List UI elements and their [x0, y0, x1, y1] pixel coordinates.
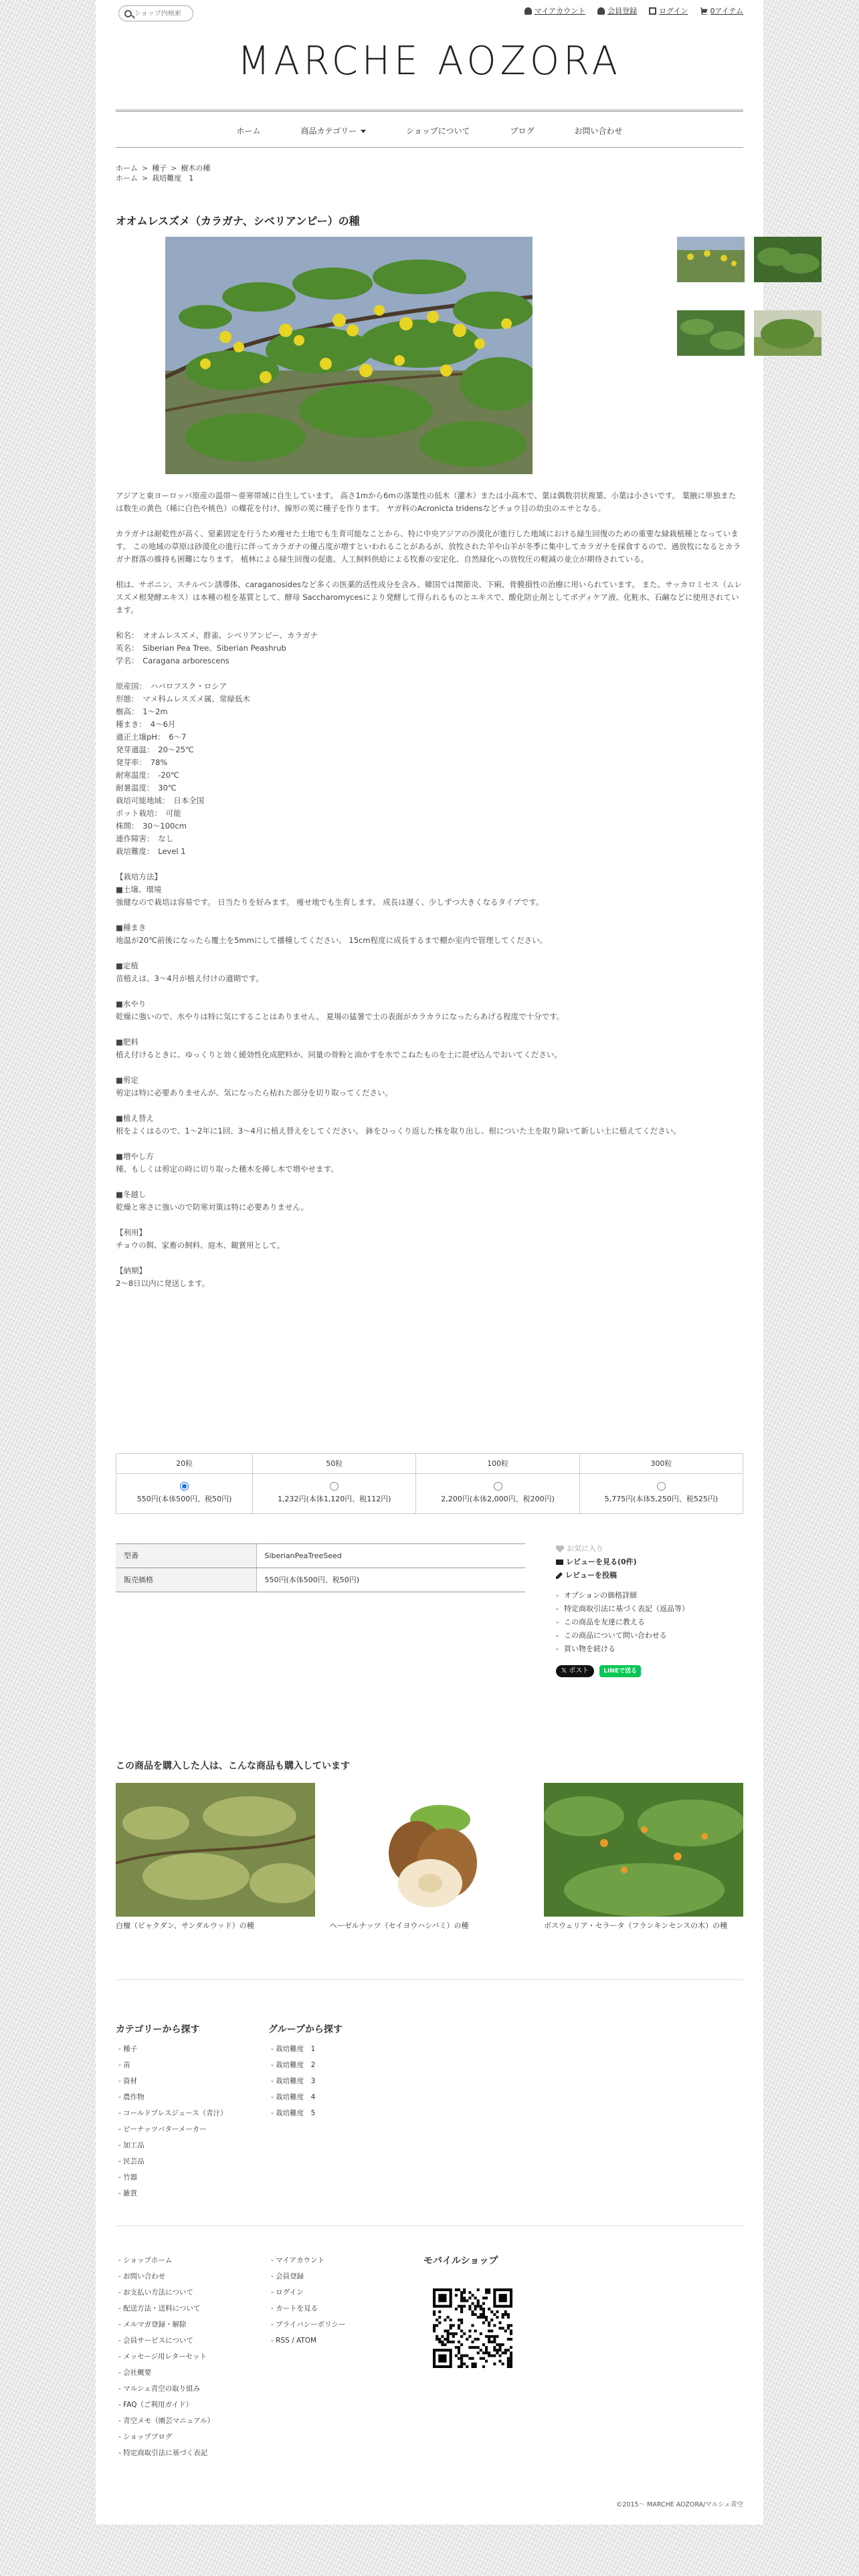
footer-links [118, 2252, 214, 2461]
option-radio[interactable] [494, 1482, 502, 1491]
option-header: 20粒 [116, 1454, 253, 1474]
category-link[interactable]: 民芸品 [123, 2157, 145, 2165]
footer-divider [116, 1979, 743, 1980]
inquiry-link[interactable]: この商品について問い合わせる [564, 1631, 667, 1640]
nav-divider-top [116, 110, 743, 112]
footer-link[interactable]: メッセージ用レターセット [123, 2353, 207, 2361]
mobile-shop-heading: モバイルショップ [423, 2256, 498, 2266]
category-link[interactable]: 竹器 [123, 2173, 138, 2181]
option-radio[interactable] [657, 1482, 666, 1491]
category-link[interactable]: ピーナッツバターメーカー [123, 2125, 207, 2133]
category-link[interactable]: 農作物 [123, 2093, 145, 2101]
footer-link[interactable]: ショップホーム [123, 2256, 173, 2264]
share-x-button[interactable]: 𝕏 ポスト [556, 1665, 594, 1677]
option-price: 2,200円(本体2,000円、税200円) [441, 1495, 555, 1504]
nav-home[interactable]: ホーム [236, 126, 261, 136]
footer-link[interactable]: カートを見る [276, 2304, 318, 2313]
nav-categories[interactable]: 商品カテゴリー [280, 112, 386, 150]
nav-contact[interactable]: お問い合わせ [574, 126, 623, 136]
product-description [116, 490, 743, 1303]
heart-icon [556, 1545, 564, 1553]
group-heading: グループから探す [268, 2024, 343, 2035]
register-link[interactable]: 会員登録 [607, 7, 638, 15]
category-heading: カテゴリーから探す [116, 2024, 200, 2035]
footer-link[interactable]: マイアカウント [276, 2256, 325, 2264]
recommend-item[interactable] [330, 1783, 529, 1931]
option-radio[interactable] [180, 1482, 189, 1491]
product-thumbnail[interactable] [677, 310, 745, 356]
footer-links [271, 2252, 346, 2349]
recommend-caption[interactable]: ヘーゼルナッツ（セイヨウハシバミ）の種 [330, 1921, 469, 1930]
description-paragraph: カラガナは耐乾性が高く、窒素固定を行うため痩せた土地でも生育可能なことから、特に中央アジアの沙漠化が進行した地域における緑生回復のための重要な緑栽植種となっています。 この地域の草原は砂漠化の進行に伴ってカラガナの優占度が増すといわれることがあるが、放牧された羊や山羊が冬季に集中してカラガナを採食するので、過放牧になるとカラガナ群落の維持も困難になります。 植林による緑生回復の促進、人工飼料供給による牧畜の安定化、自然緑化への放牧圧の軽減の並立が期待されている。 [116, 529, 741, 564]
option-price: 550円(本体500円、税50円) [136, 1495, 232, 1504]
nav-blog[interactable]: ブログ [510, 126, 535, 136]
footer-link[interactable]: 会員登録 [276, 2272, 304, 2280]
description-paragraph: ■増やし方 種、もしくは剪定の時に切り取った穂木を挿し木で増やせます。 [116, 1152, 339, 1174]
description-paragraph: ■種まき 地温が20℃前後になったら覆土を5mmにして播種してください。 15cm程度に成長するまで棚か室内で管理してください。 [116, 923, 548, 945]
legal-notice-link[interactable]: 特定商取引法に基づく表記（返品等） [564, 1604, 689, 1613]
review-view-link[interactable]: レビューを見る(0件) [556, 1555, 730, 1569]
product-thumbnail[interactable] [677, 237, 745, 282]
group-link[interactable]: 栽培難度 2 [276, 2061, 316, 2069]
group-list [271, 2041, 315, 2121]
group-link[interactable]: 栽培難度 3 [276, 2077, 316, 2085]
option-header: 100粒 [416, 1454, 579, 1474]
category-link[interactable]: 苗 [123, 2061, 130, 2069]
nav-about[interactable]: ショップについて [405, 126, 470, 136]
footer-link[interactable]: 会員サービスについて [123, 2337, 193, 2345]
footer-link[interactable]: お支払い方法について [123, 2288, 193, 2296]
description-paragraph: 和名： オオムレスズメ、群雀、シベリアンピー、カラガナ 英名： Siberian Pea Tree、Siberian Peashrub 学名： Caragana arborescens [116, 631, 318, 665]
description-paragraph: アジアと東ヨーロッパ原産の温帯〜亜寒帯域に自生しています。 高さ1mから6mの落葉性の低木（灌木）または小高木で、葉は偶数羽状複葉、小葉は小さいです。 葉腋に単独または数生の黄色（稀に白色や桃色）の蝶花を付け、線形の莢に種子を作ります。 ヤガ科のAcronicta tridensなどチョウ目の幼虫のエサとなる。 [116, 491, 737, 513]
recommend-caption[interactable]: ボスウェリア・セラータ（フランキンセンスの木）の種 [544, 1921, 728, 1930]
product-title: オオムレスズメ（カラガナ、シベリアンピー）の種 [116, 215, 360, 227]
product-actions [556, 1542, 730, 1677]
mail-icon [556, 1560, 563, 1565]
my-account-link[interactable]: マイアカウント [534, 7, 586, 15]
recommend-title: この商品を購入した人は、こんな商品も購入しています [116, 1761, 350, 1772]
price-detail-link[interactable]: オプションの価格詳細 [564, 1591, 638, 1600]
footer-link[interactable]: 特定商取引法に基づく表記 [123, 2449, 208, 2457]
description-paragraph: ■剪定 剪定は特に必要ありませんが、気になったら枯れた部分を切り取ってください。 [116, 1075, 393, 1097]
category-link[interactable]: 加工品 [123, 2141, 145, 2149]
footer-link[interactable]: RSS / ATOM [276, 2337, 317, 2345]
search-box[interactable] [118, 5, 193, 21]
description-paragraph: ■冬越し 乾燥と寒さに強いので防寒対策は特に必要ありません。 [116, 1190, 309, 1212]
recommend-item[interactable] [116, 1783, 315, 1931]
spec-row: 販売価格 550円(本体500円、税50円) [116, 1568, 525, 1592]
register-icon [597, 7, 605, 15]
description-paragraph: 【納期】 2〜8日以内に発送します。 [116, 1266, 210, 1288]
footer-link[interactable]: ログイン [276, 2288, 304, 2296]
description-paragraph: 原産国： ハバロフスク・ロシア 形態： マメ科ムレスズメ属、常緑低木 樹高： 1〜2m 種まき： 4〜6月 適正土壌pH： 6〜7 発芽適温： 20〜25℃ 発芽率： 78% 耐寒温度： -20℃ 耐暑温度： 30℃ 栽培可能地域： 日本全国 ポット栽培： 可能 株間： 30〜100cm 連作障害： なし 栽培難度： Level 1 [116, 681, 250, 856]
search-icon [124, 10, 132, 17]
qr-code [433, 2288, 512, 2368]
recommend-caption[interactable]: 白檀（ビャクダン、サンダルウッド）の種 [116, 1921, 254, 1930]
recommend-image[interactable] [116, 1783, 315, 1917]
description-paragraph: 【利用】 チョウの餌、家畜の飼料、庭木、観賞用として。 [116, 1228, 285, 1250]
option-cell[interactable] [579, 1474, 743, 1514]
option-cell[interactable] [253, 1474, 416, 1514]
option-cell[interactable] [116, 1474, 253, 1514]
recommend-image[interactable] [544, 1783, 743, 1917]
option-radio[interactable] [330, 1482, 339, 1491]
description-paragraph: 【栽培方法】 ■土壌、環境 強健なので栽培は容易です。 日当たりを好みます。 痩せ地でも生育します。 成長は遅く、少しずつ大きくなるタイプです。 [116, 872, 544, 907]
favorite-button[interactable]: お気に入り [556, 1542, 730, 1555]
option-cell[interactable] [416, 1474, 579, 1514]
category-link[interactable]: コールドプレスジュース（青汁） [123, 2109, 227, 2117]
price-options-table [116, 1453, 743, 1514]
page [96, 0, 763, 2525]
option-price: 1,232円(本体1,120円、税112円) [278, 1495, 391, 1504]
category-link[interactable]: 雑貨 [123, 2189, 138, 2197]
cart-link[interactable]: 0アイテム [710, 7, 743, 15]
footer-link[interactable]: お問い合わせ [123, 2272, 166, 2280]
search-input[interactable] [134, 10, 188, 17]
account-icon [524, 7, 532, 15]
product-main-image[interactable] [165, 237, 533, 474]
breadcrumb-link[interactable]: 樹木の種 [181, 164, 211, 173]
footer-link[interactable]: 会社概要 [123, 2369, 152, 2377]
review-post-link[interactable]: レビューを投稿 [556, 1569, 730, 1582]
product-thumbnail[interactable] [754, 237, 822, 282]
nav-divider-bottom [116, 147, 743, 148]
category-link[interactable]: 資材 [123, 2077, 138, 2085]
breadcrumb-link[interactable]: ホーム [116, 164, 138, 173]
footer-link[interactable]: メルマガ登録・解除 [123, 2321, 187, 2329]
footer-link[interactable]: ショップブログ [123, 2433, 173, 2441]
description-paragraph: ■肥料 植え付けるときに、ゆっくりと効く緩効性化成肥料か、同量の骨粉と油かすを水でこねたものを土に混ぜ込んでおいてください。 [116, 1037, 562, 1059]
breadcrumb-link[interactable]: 種子 [152, 164, 167, 173]
footer-link[interactable]: 青空メモ（園芸マニュアル） [123, 2417, 215, 2425]
chevron-down-icon [361, 130, 366, 133]
group-link[interactable]: 栽培難度 4 [276, 2093, 316, 2101]
continue-shopping-link[interactable]: 買い物を続ける [564, 1644, 615, 1653]
footer-link[interactable]: FAQ（ご利用ガイド） [123, 2401, 193, 2409]
breadcrumb-link[interactable]: ホーム [116, 174, 138, 183]
description-paragraph: ■植え替え 根をよくはるので、1〜2年に1回、3〜4月に植え替えをしてください。 鉢をひっくり返した株を取り出し、根についた土を取り除いて新しい土に植えてください。 [116, 1113, 681, 1136]
spec-table [116, 1543, 525, 1592]
category-link[interactable]: 種子 [123, 2045, 138, 2053]
breadcrumb: ホーム > 種子 > 樹木の種 ホーム > 栽培難度 1 [116, 163, 214, 183]
spec-row: 型番 SiberianPeaTreeSeed [116, 1544, 525, 1568]
recommend-image[interactable] [330, 1783, 529, 1917]
tell-friend-link[interactable]: この商品を友達に教える [564, 1618, 645, 1626]
main-nav [116, 112, 743, 150]
option-header: 50粒 [253, 1454, 416, 1474]
pen-icon [556, 1572, 563, 1579]
product-thumbnail[interactable] [754, 310, 822, 356]
option-header: 300粒 [579, 1454, 743, 1474]
login-link[interactable]: ログイン [659, 7, 688, 15]
recommend-item[interactable] [544, 1783, 743, 1931]
option-price: 5,775円(本体5,250円、税525円) [604, 1495, 719, 1504]
group-link[interactable]: 栽培難度 1 [276, 2045, 316, 2053]
login-icon [649, 7, 656, 15]
cart-icon [700, 7, 708, 15]
footer-link[interactable]: マルシェ青空の取り組み [123, 2385, 201, 2393]
group-link[interactable]: 栽培難度 5 [276, 2109, 316, 2117]
site-logo[interactable]: MARCHE AOZORA [237, 38, 622, 84]
description-paragraph: ■水やり 乾燥に強いので、水やりは特に気にすることはありません。 夏場の猛暑で土の表面がカラカラになったらあげる程度で十分です。 [116, 999, 565, 1021]
description-paragraph: 根は、サポニン、スチルベン誘導体、caraganosidesなど多くの医薬的活性成分を含み、韓国では関節炎、下痢、骨膜損性の治療に用いられています。 また、サッカロミセス（ムレスズメ根発酵エキス）は本種の根を基質として、酵母 Saccharomycesにより発酵して得られるものとエキスで、酸化防止剤としてボディケア液、化粧水、石鹸などに使用されています。 [116, 580, 742, 615]
category-list [118, 2041, 227, 2202]
description-paragraph: ■定植 苗植えは、3〜4月が植え付けの適期です。 [116, 961, 264, 983]
copyright: ©2015〜 MARCHE AOZORA/マルシェ青空 [615, 2501, 743, 2508]
share-line-button[interactable]: LINEで送る [599, 1665, 641, 1677]
breadcrumb-link[interactable]: 栽培難度 1 [152, 174, 194, 183]
footer-link[interactable]: 配送方法・送料について [123, 2304, 201, 2313]
top-links [524, 5, 743, 17]
footer-link[interactable]: プライバシーポリシー [276, 2321, 346, 2329]
